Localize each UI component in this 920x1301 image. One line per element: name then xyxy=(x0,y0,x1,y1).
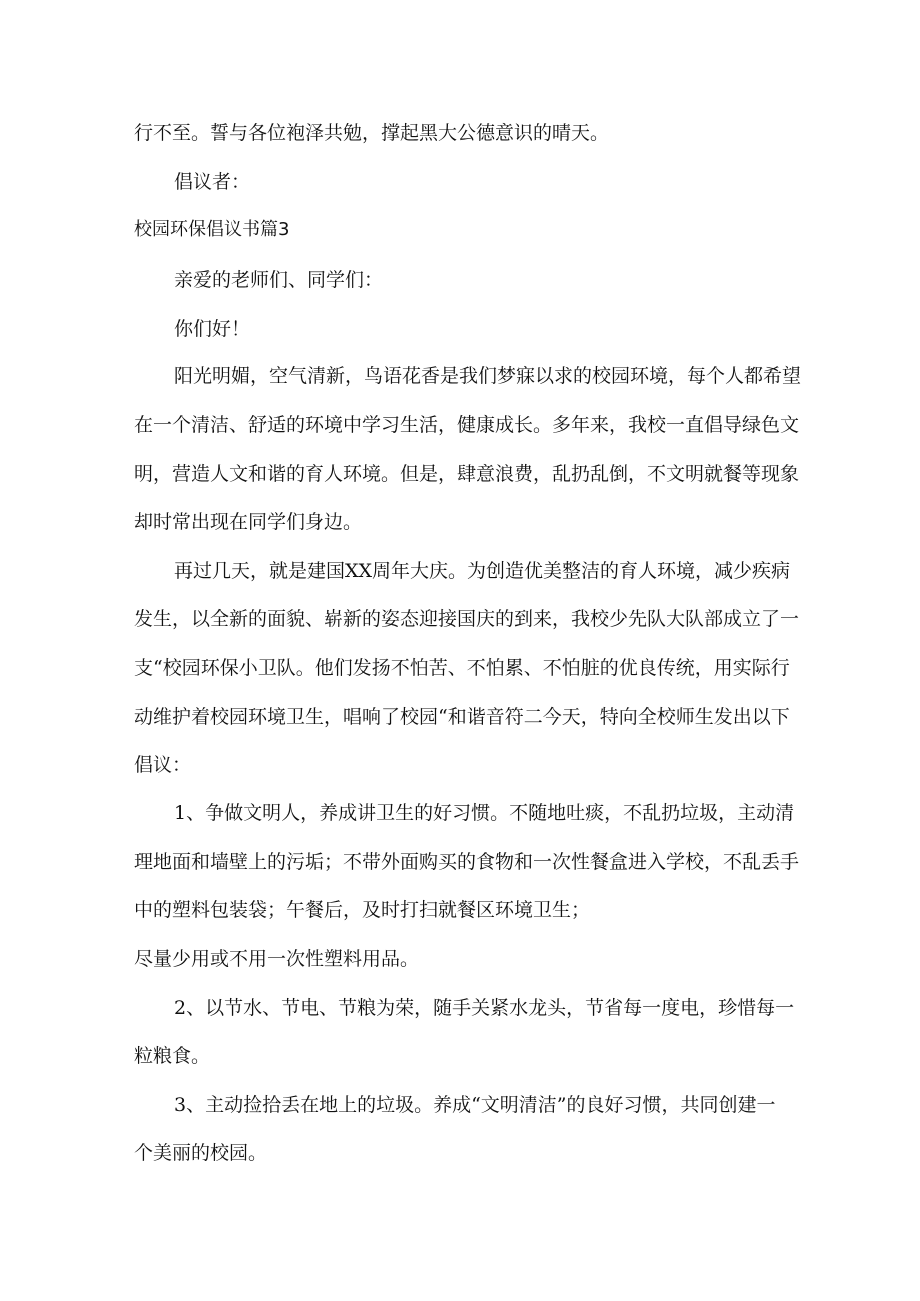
closing-sentence: 行不至。誓与各位袍泽共勉，撑起黑大公德意识的晴天。 xyxy=(134,122,610,144)
proposal-item-line: 粒粮食。 xyxy=(134,1045,211,1067)
proposal-item-line: 个美丽的校园。 xyxy=(134,1142,268,1164)
proposal-item-line: 尽量少用或不用一次性塑料用品。 xyxy=(134,948,420,970)
proposal-item: 3、主动捡拾丢在地上的垃圾。养成“文明清洁”的良好习惯，共同创建一 xyxy=(174,1094,776,1116)
paragraph-line: 在一个清洁、舒适的环境中学习生活，健康成长。多年来，我校一直倡导绿色文 xyxy=(134,414,800,436)
proposal-item-line: 中的塑料包装袋；午餐后，及时打扫就餐区环境卫生； xyxy=(134,899,591,921)
signature-label: 倡议者： xyxy=(174,171,251,193)
proposal-item: 2、以节水、节电、节粮为荣，随手关紧水龙头，节省每一度电，珍惜每一 xyxy=(174,997,795,1019)
paragraph-line: 倡议： xyxy=(134,754,192,776)
paragraph-line: 再过几天，就是建国XX周年大庆。为创造优美整洁的育人环境，减少疾病 xyxy=(174,560,791,582)
section-title: 校园环保倡议书篇3 xyxy=(134,219,290,240)
proposal-item-line: 理地面和墙壁上的污垢；不带外面购买的食物和一次性餐盒进入学校，不乱丢手 xyxy=(134,851,800,873)
paragraph-line: 发生，以全新的面貌、崭新的姿态迎接国庆的到来，我校少先队大队部成立了一 xyxy=(134,608,800,630)
paragraph-line: 却时常出现在同学们身边。 xyxy=(134,511,363,533)
proposal-item: 1、争做文明人，养成讲卫生的好习惯。不随地吐痰，不乱扔垃圾，主动清 xyxy=(174,802,795,824)
paragraph-line: 动维护着校园环境卫生，唱响了校园“和谐音符二今天，特向全校师生发出以下 xyxy=(134,706,790,728)
salutation: 亲爱的老师们、同学们： xyxy=(174,269,384,291)
paragraph-line: 明，营造人文和谐的育人环境。但是，肆意浪费，乱扔乱倒，不文明就餐等现象 xyxy=(134,463,800,485)
paragraph-line: 支“校园环保小卫队。他们发扬不怕苦、不怕累、不怕脏的优良传统，用实际行 xyxy=(134,657,790,679)
greeting: 你们好！ xyxy=(174,318,251,340)
paragraph-line: 阳光明媚，空气清新，鸟语花香是我们梦寐以求的校园环境，每个人都希望 xyxy=(174,365,802,387)
